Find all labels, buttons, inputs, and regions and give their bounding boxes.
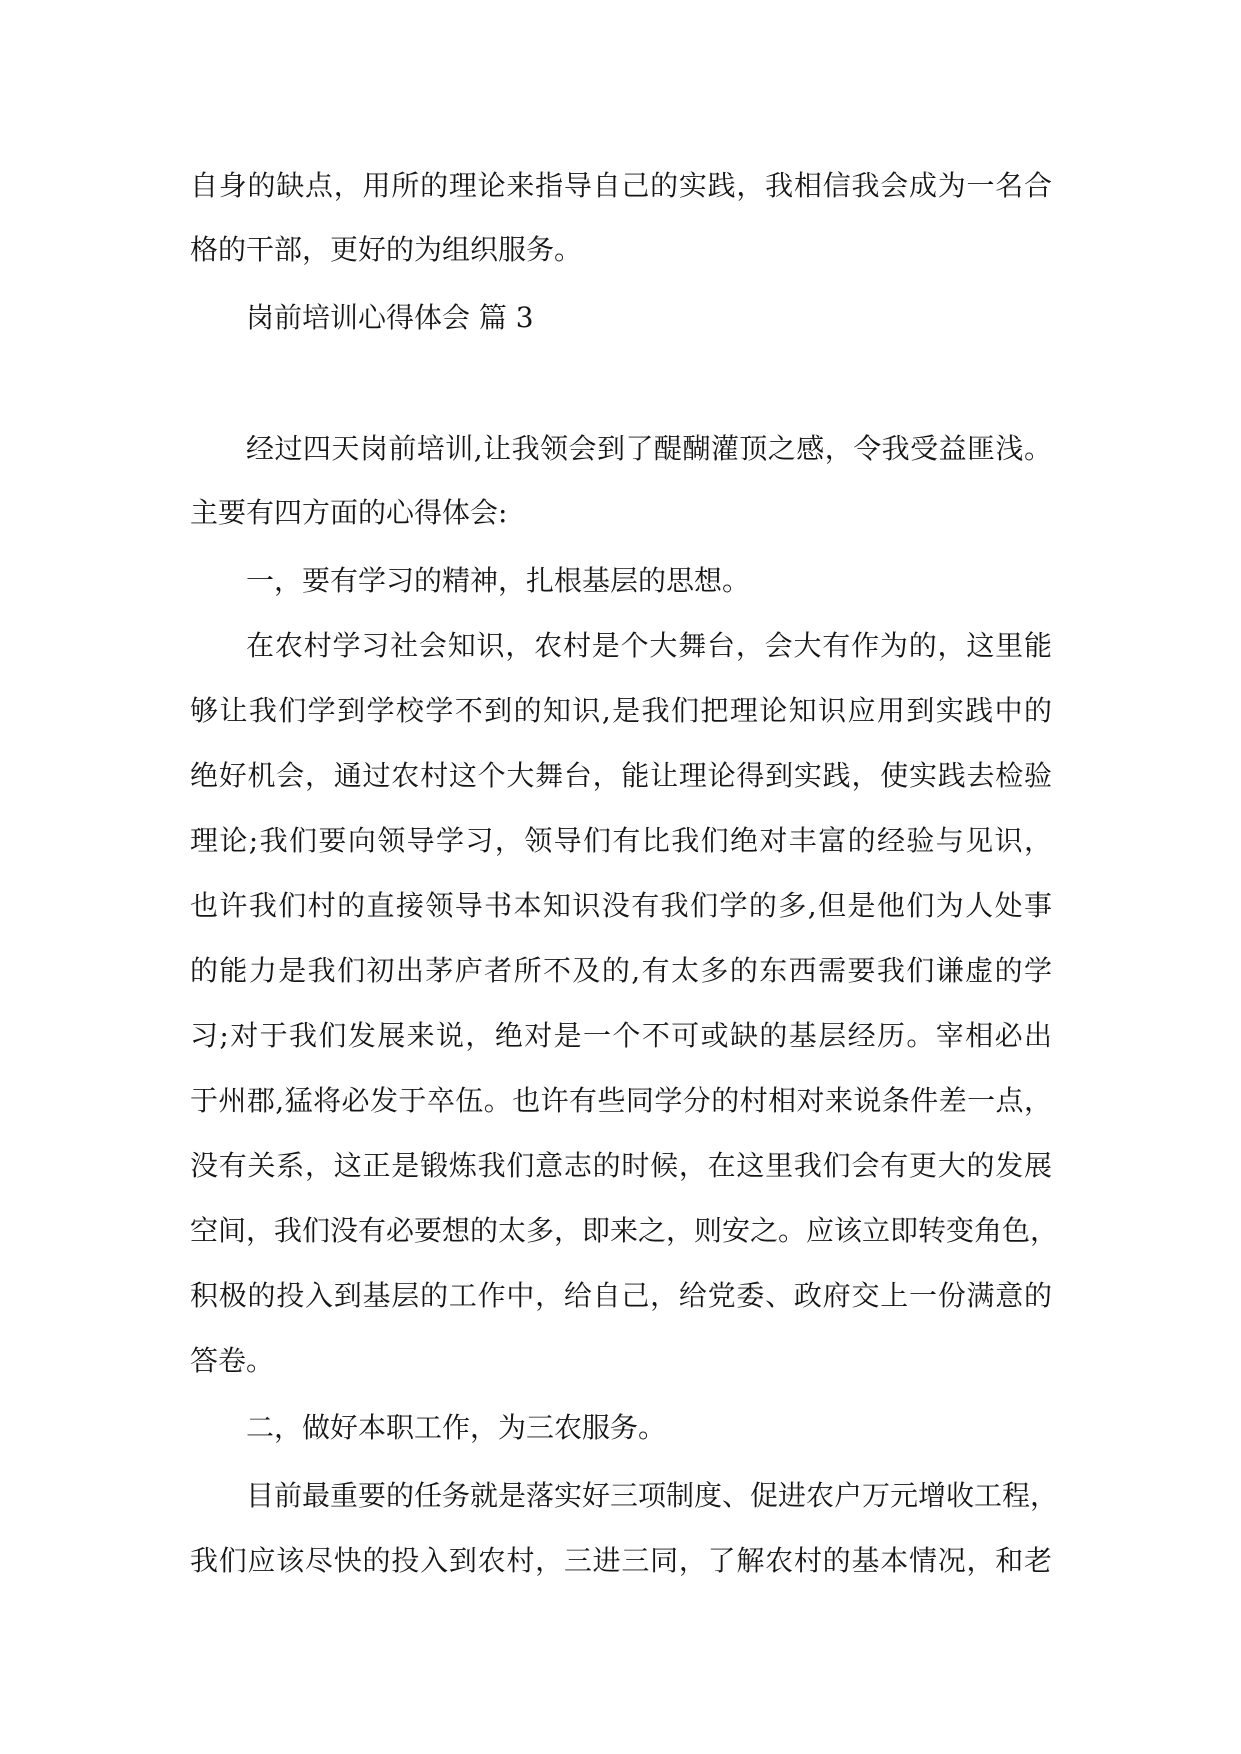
text-line: 没有关系，这正是锻炼我们意志的时候，在这里我们会有更大的发展 xyxy=(190,1149,1052,1182)
text-line: 积极的投入到基层的工作中，给自己，给党委、政府交上一份满意的 xyxy=(190,1279,1052,1312)
text-line: 理论;我们要向领导学习，领导们有比我们绝对丰富的经验与见识， xyxy=(190,824,1052,857)
text-line: 绝好机会，通过农村这个大舞台，能让理论得到实践，使实践去检验 xyxy=(190,759,1052,792)
text-line: 自身的缺点，用所的理论来指导自己的实践，我相信我会成为一名合 xyxy=(190,169,1052,202)
text-line: 我们应该尽快的投入到农村，三进三同，了解农村的基本情况，和老 xyxy=(190,1544,1052,1577)
text-line: 习;对于我们发展来说，绝对是一个不可或缺的基层经历。宰相必出 xyxy=(190,1019,1052,1052)
text-line: 在农村学习社会知识，农村是个大舞台，会大有作为的，这里能 xyxy=(246,629,1052,662)
text-line: 的能力是我们初出茅庐者所不及的,有太多的东西需要我们谦虚的学 xyxy=(190,954,1052,987)
text-line: 目前最重要的任务就是落实好三项制度、促进农户万元增收工程， xyxy=(246,1479,1059,1512)
section-title: 岗前培训心得体会 篇 3 xyxy=(246,301,534,334)
text-line: 答卷。 xyxy=(190,1344,275,1377)
text-line: 主要有四方面的心得体会: xyxy=(190,496,508,529)
text-line: 格的干部，更好的为组织服务。 xyxy=(190,233,583,266)
text-line: 经过四天岗前培训,让我领会到了醍醐灌顶之感，令我受益匪浅。 xyxy=(246,432,1052,465)
text-line: 也许我们村的直接领导书本知识没有我们学的多,但是他们为人处事 xyxy=(190,889,1052,922)
text-line: 于州郡,猛将必发于卒伍。也许有些同学分的村相对来说条件差一点， xyxy=(190,1084,1052,1117)
subheading-line: 二，做好本职工作，为三农服务。 xyxy=(246,1411,667,1444)
text-line: 够让我们学到学校学不到的知识,是我们把理论知识应用到实践中的 xyxy=(190,694,1052,727)
subheading-line: 一，要有学习的精神，扎根基层的思想。 xyxy=(246,564,751,597)
text-line: 空间，我们没有必要想的太多，即来之，则安之。应该立即转变角色， xyxy=(190,1214,1059,1247)
